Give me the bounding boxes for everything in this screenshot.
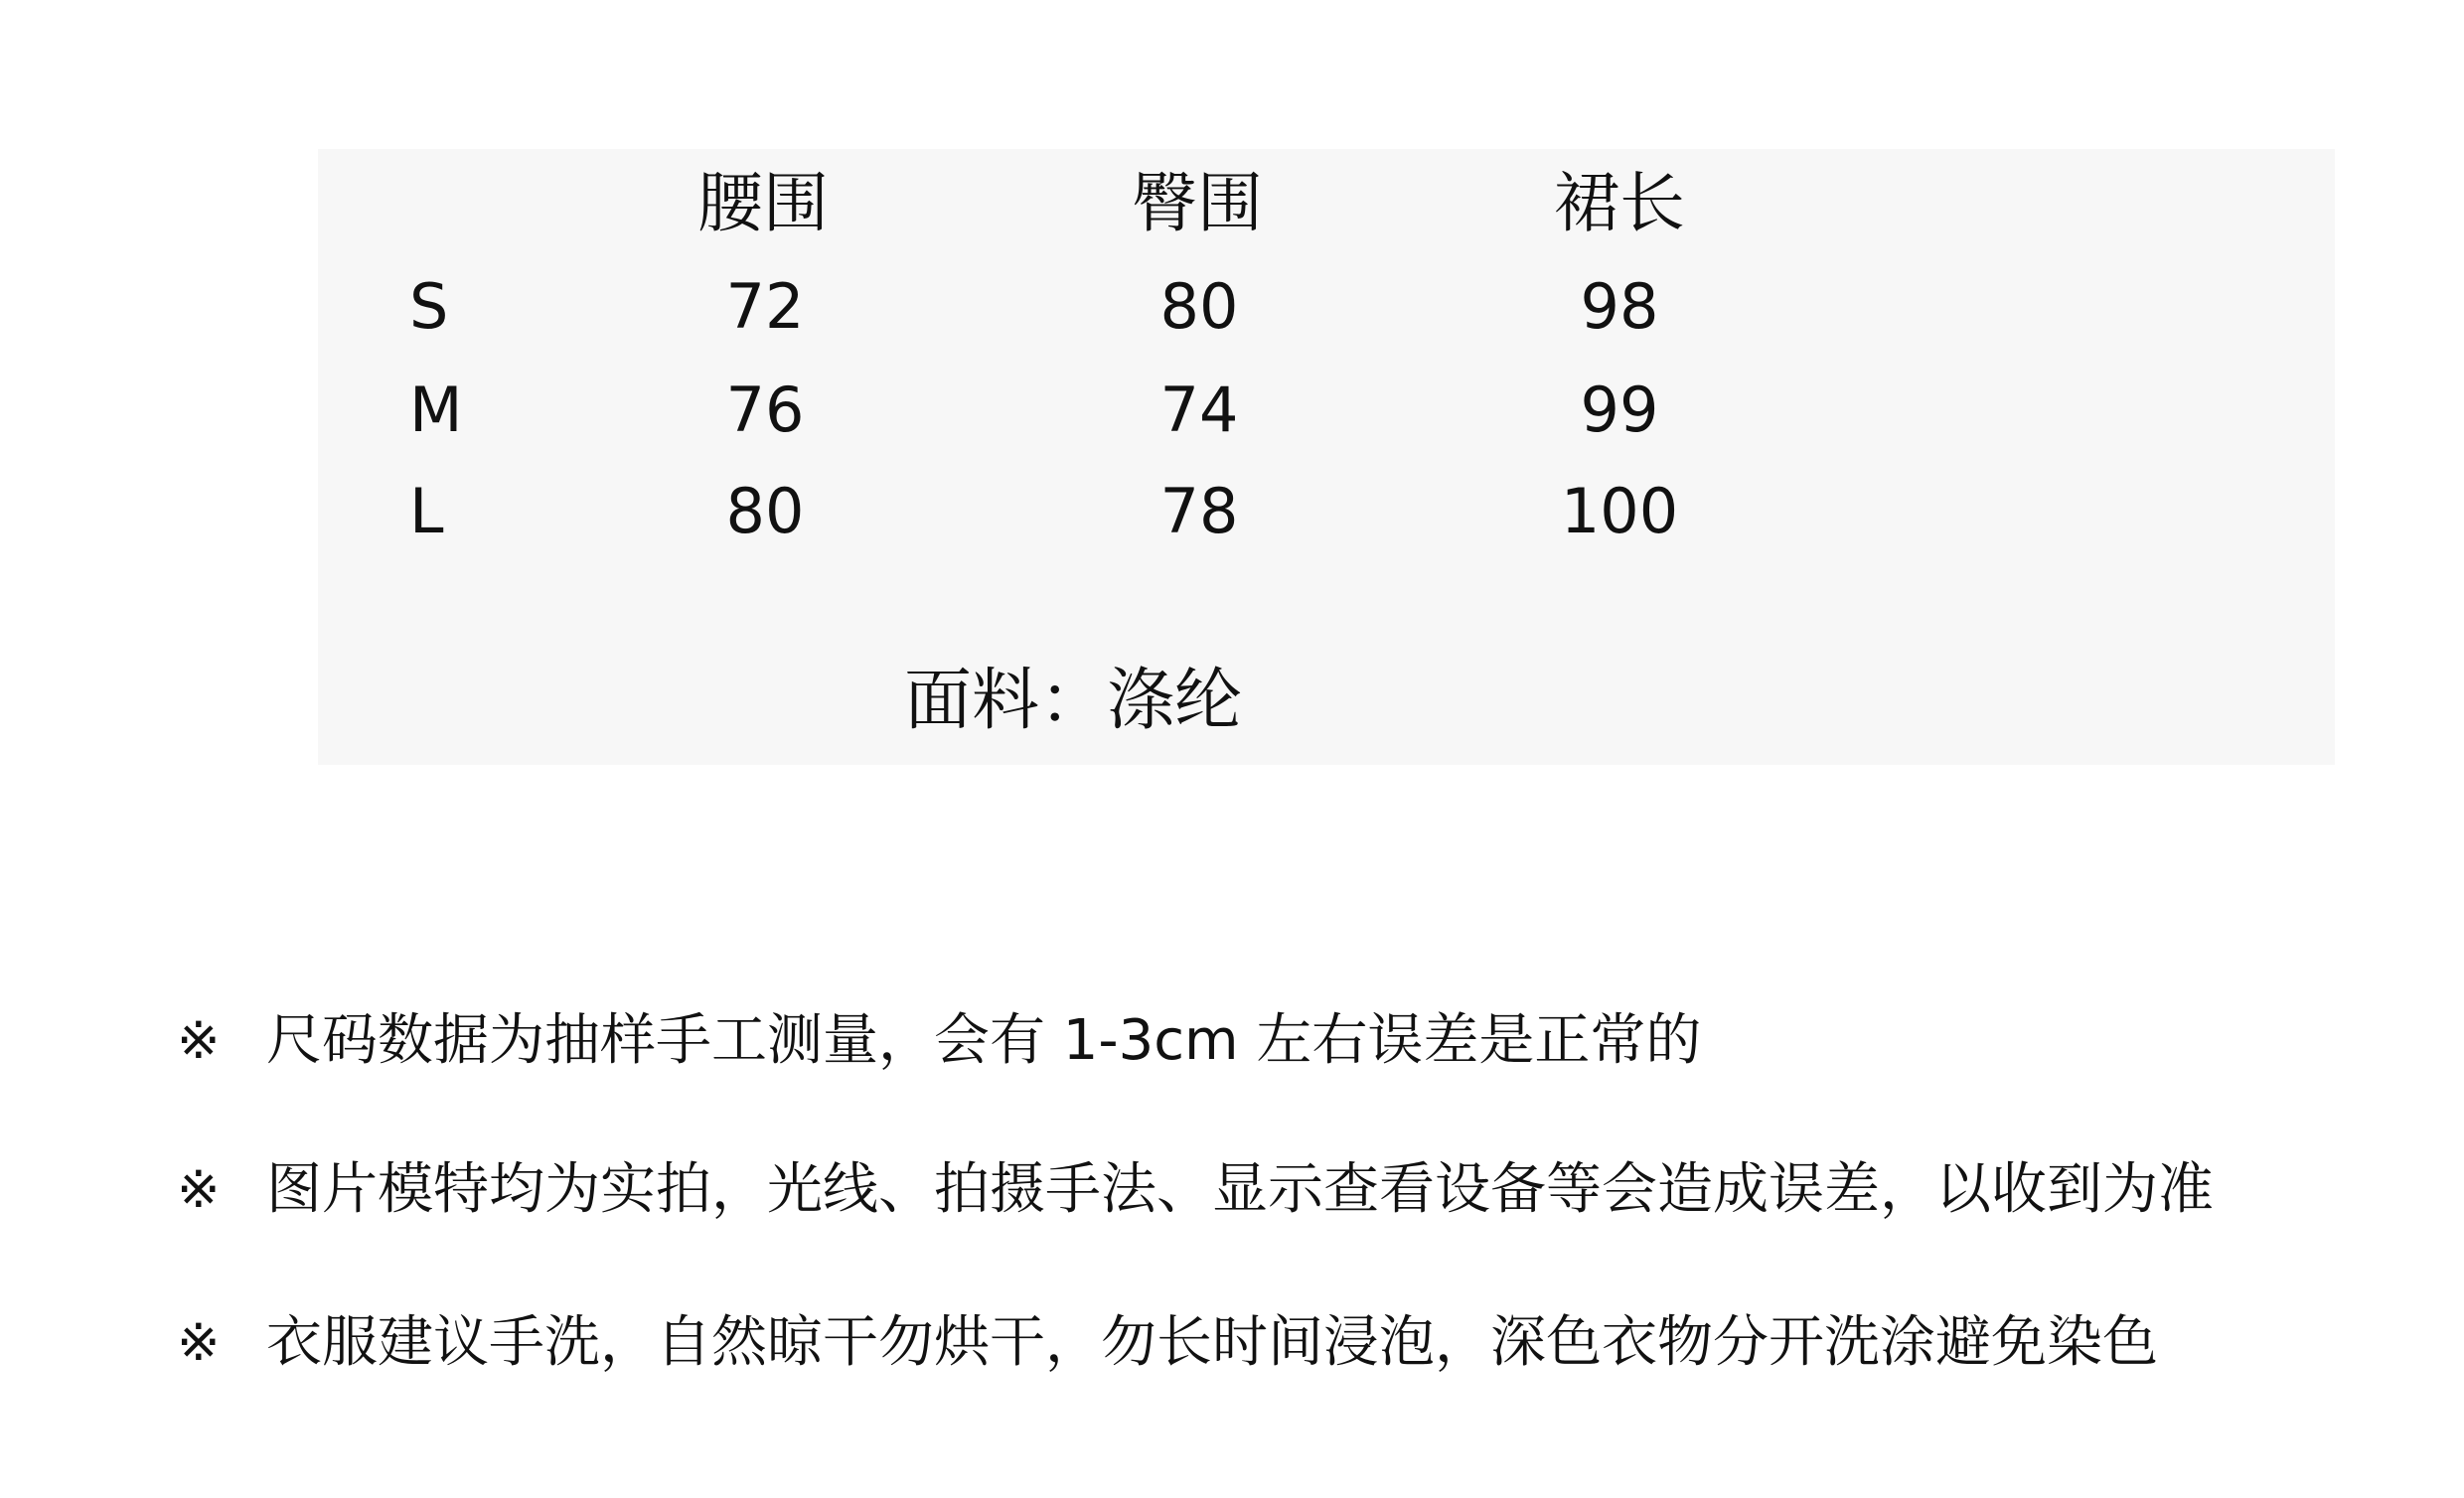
note-item xyxy=(177,1157,2214,1222)
reference-mark-icon: ※ xyxy=(177,1011,221,1071)
header-waist: 腰围 xyxy=(697,165,829,241)
header-skirt-length: 裙长 xyxy=(1554,165,1685,241)
size-label-l: L xyxy=(409,475,444,547)
note-text: 尺码数据为抽样手工测量，会有 1-3cm 左右误差是正常的 xyxy=(266,1008,1702,1073)
table-cell-l-length: 100 xyxy=(1560,475,1679,547)
table-cell-l-waist: 80 xyxy=(725,475,805,547)
table-cell-l-hip: 78 xyxy=(1159,475,1239,547)
table-cell-m-length: 99 xyxy=(1580,374,1659,446)
table-cell-s-hip: 80 xyxy=(1159,270,1239,343)
note-text: 衣服建议手洗，自然晾干勿烘干，勿长时间浸泡，深色衣物分开洗涂避免染色 xyxy=(266,1310,2158,1375)
table-cell-m-hip: 74 xyxy=(1159,374,1239,446)
header-hip: 臀围 xyxy=(1132,165,1263,241)
reference-mark-icon: ※ xyxy=(177,1313,221,1373)
reference-mark-icon: ※ xyxy=(177,1160,221,1220)
size-chart-panel xyxy=(318,149,2335,765)
table-cell-m-waist: 76 xyxy=(725,374,805,446)
table-cell-s-waist: 72 xyxy=(725,270,805,343)
table-cell-s-length: 98 xyxy=(1580,270,1659,343)
note-item xyxy=(177,1310,2158,1375)
size-label-m: M xyxy=(409,374,463,446)
note-text: 图片模特均为实拍，光线、拍摄手法、显示查看设备等会造成误差，以收到为准 xyxy=(266,1157,2214,1222)
fabric-label: 面料：涤纶 xyxy=(903,662,1243,740)
size-label-s: S xyxy=(409,270,449,343)
note-item xyxy=(177,1008,1702,1073)
